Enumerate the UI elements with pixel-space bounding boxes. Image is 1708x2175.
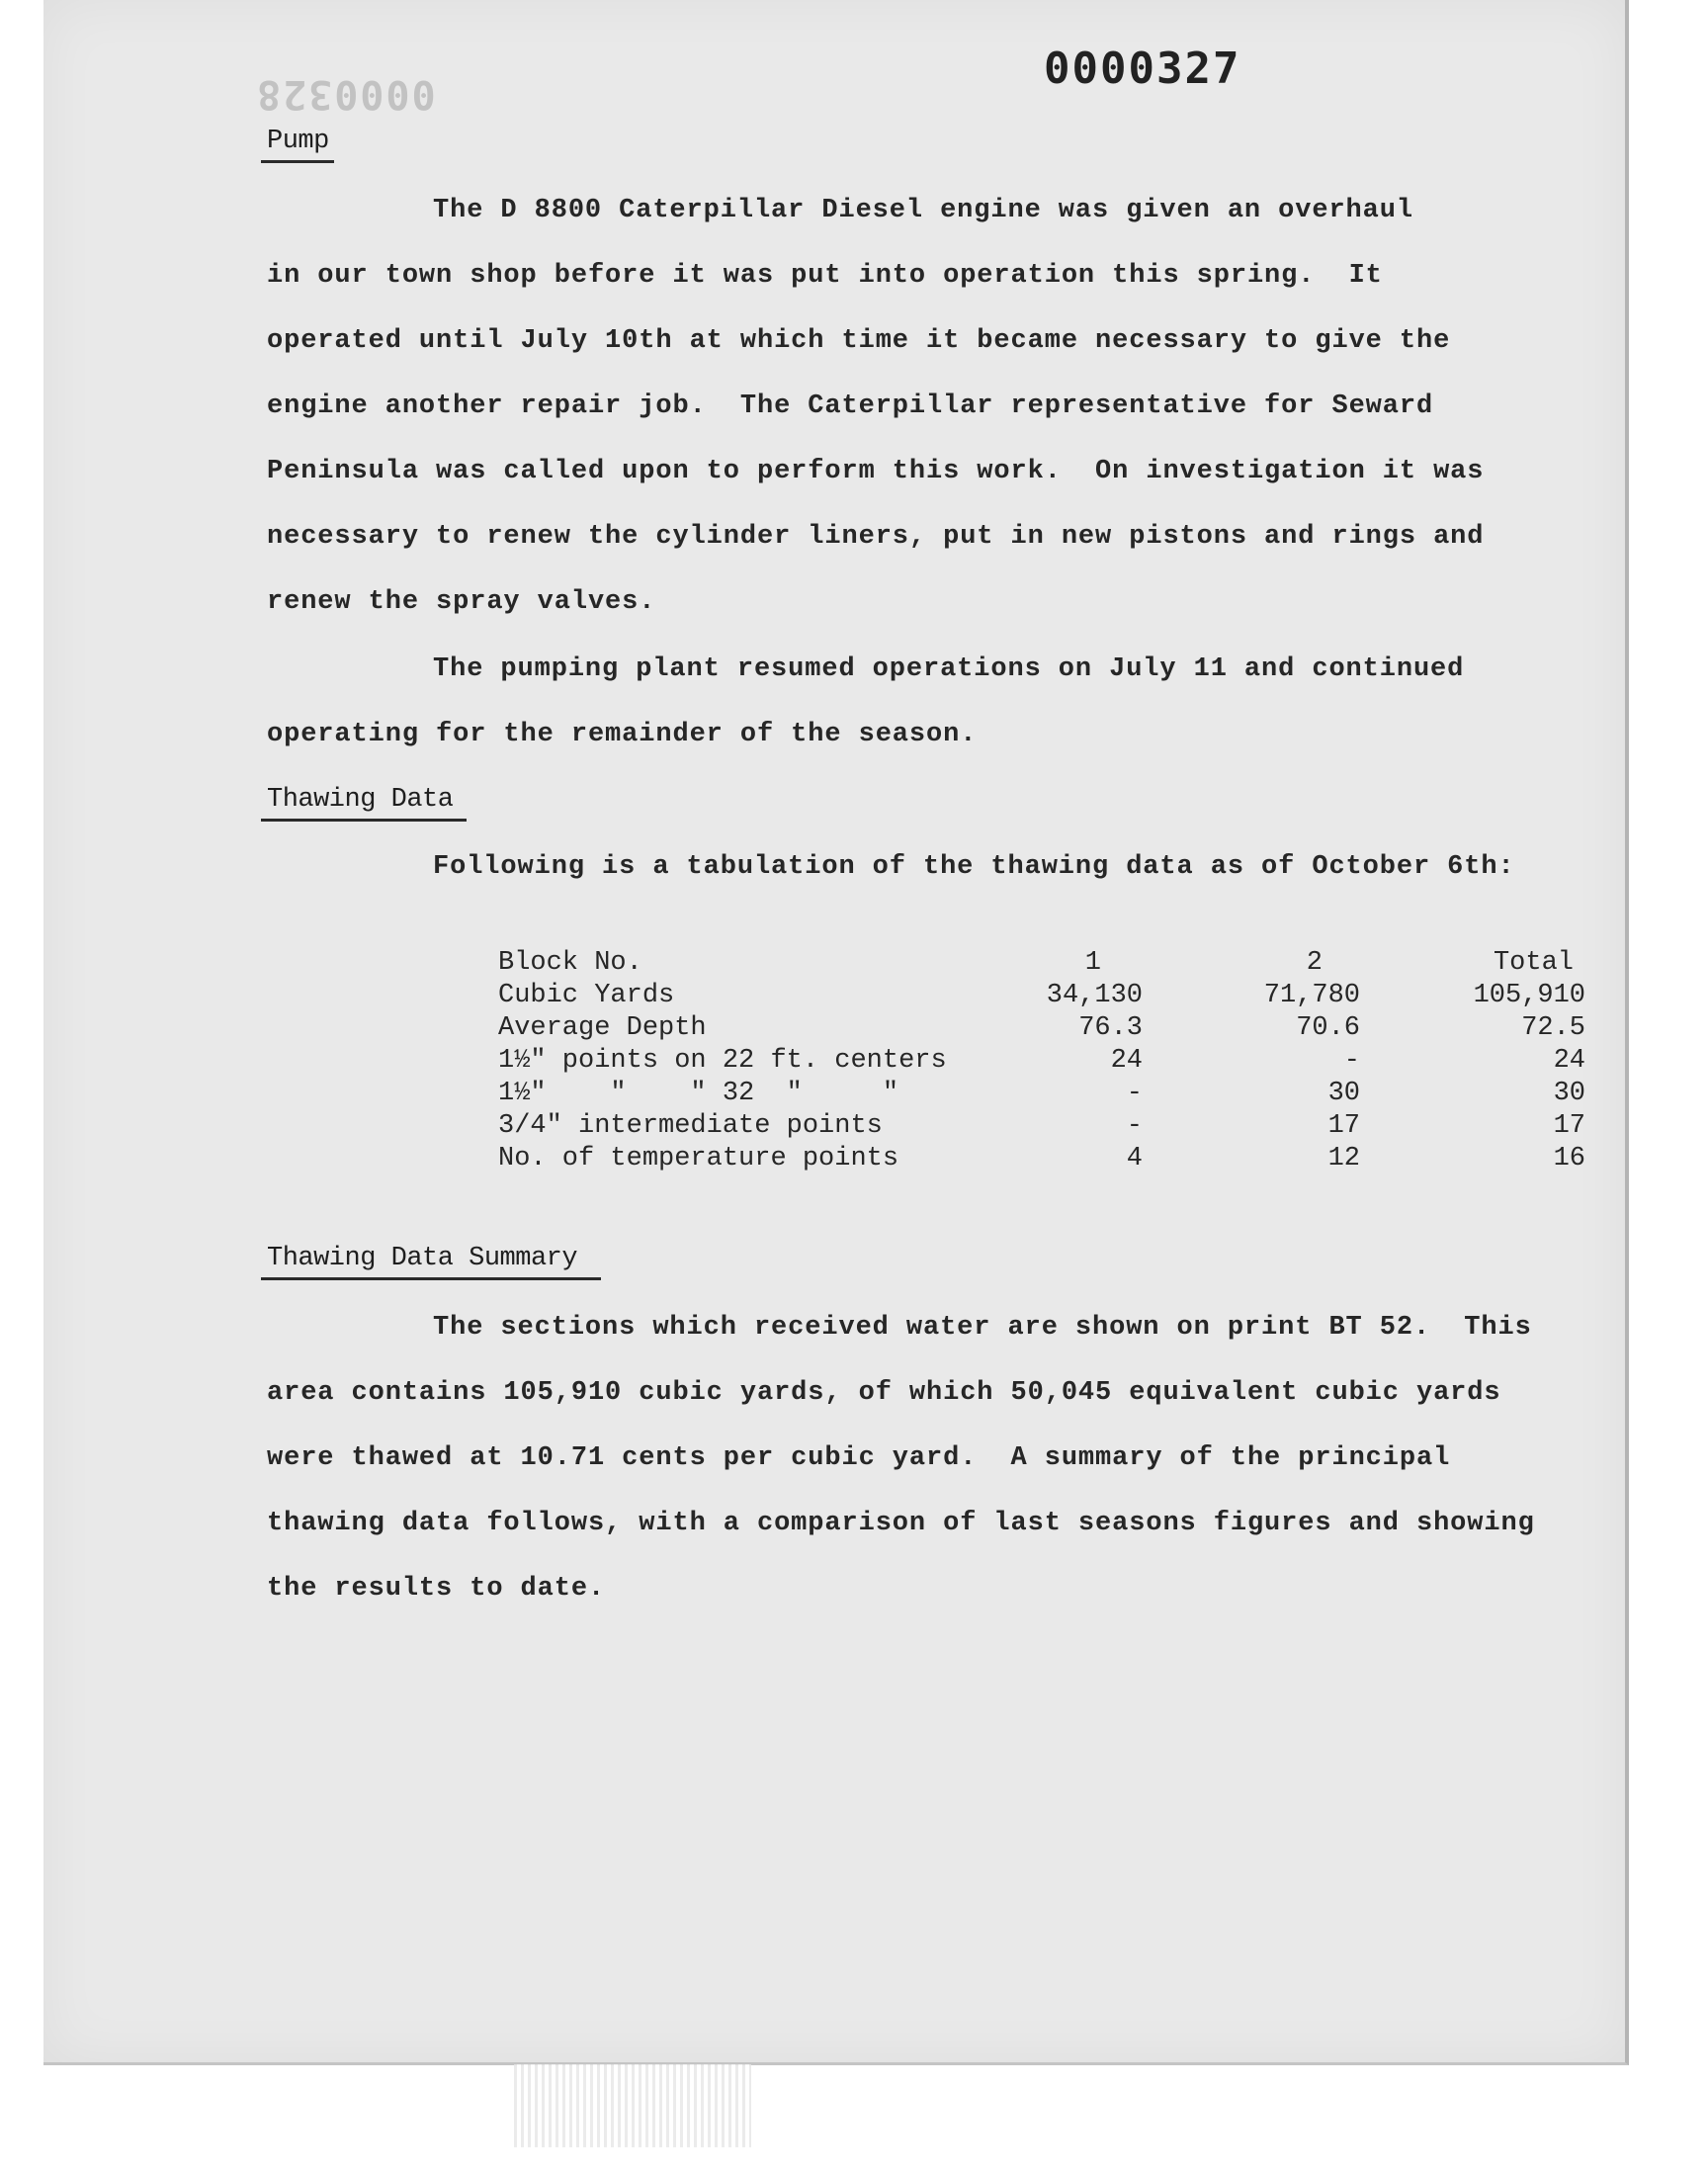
table-row [498, 1045, 1585, 1078]
table-cell: 71,780 [1263, 981, 1360, 1010]
page-number-stamp: 0000327 [1044, 44, 1241, 94]
summary-paragraph-line: area contains 105,910 cubic yards, of which 50,045 equivalent cubic yards [267, 1378, 1501, 1408]
pump-paragraph-line: operating for the remainder of the season. [267, 720, 978, 749]
table-row [498, 1078, 1585, 1110]
pump-paragraph-line: The D 8800 Caterpillar Diesel engine was given an overhaul [433, 196, 1413, 225]
table-cell: 70.6 [1296, 1013, 1360, 1043]
scanner-artifact [514, 2064, 751, 2147]
table-cell: 24 [1110, 1046, 1143, 1076]
table-header-cell: 1 [1084, 948, 1101, 978]
table-cell: Average Depth [498, 1013, 707, 1043]
summary-paragraph-line: thawing data follows, with a comparison of last seasons figures and showing [267, 1509, 1535, 1538]
table-header-cell: Block No. [498, 948, 642, 978]
summary-paragraph-line: were thawed at 10.71 cents per cubic yard. A summary of the principal [267, 1443, 1451, 1473]
table-row [498, 1143, 1585, 1175]
table-cell: 1½" " " 32 " " [498, 1079, 899, 1108]
thawing-data-heading-underline [261, 819, 467, 822]
table-cell: - [1343, 1046, 1360, 1076]
table-cell: 24 [1553, 1046, 1585, 1076]
table-header-row [498, 947, 1585, 980]
table-header-cell: 2 [1306, 948, 1323, 978]
summary-paragraph-line: The sections which received water are shown on print BT 52. This [433, 1313, 1532, 1343]
thawing-summary-heading: Thawing Data Summary [267, 1244, 578, 1273]
table-cell: 3/4" intermediate points [498, 1111, 883, 1141]
table-cell: 17 [1327, 1111, 1360, 1141]
table-cell: Cubic Yards [498, 981, 675, 1010]
table-cell: - [1126, 1111, 1143, 1141]
thawing-summary-heading-underline [261, 1277, 601, 1280]
table-row [498, 980, 1585, 1012]
table-cell: 76.3 [1078, 1013, 1143, 1043]
thawing-data-intro: Following is a tabulation of the thawing data as of October 6th: [433, 852, 1515, 882]
table-cell: 1½" points on 22 ft. centers [498, 1046, 947, 1076]
table-cell: - [1126, 1079, 1143, 1108]
table-cell: 105,910 [1473, 981, 1585, 1010]
summary-paragraph-line: the results to date. [267, 1574, 606, 1604]
table-cell: 4 [1126, 1144, 1143, 1174]
pump-paragraph-line: The pumping plant resumed operations on July 11 and continued [433, 654, 1465, 684]
table-cell: 16 [1553, 1144, 1585, 1174]
pump-paragraph-line: necessary to renew the cylinder liners, put in new pistons and rings and [267, 522, 1485, 552]
table-cell: 12 [1327, 1144, 1360, 1174]
thawing-data-table [498, 947, 1585, 1175]
pump-paragraph-line: engine another repair job. The Caterpillar representative for Seward [267, 392, 1434, 421]
table-cell: No. of temperature points [498, 1144, 899, 1174]
pump-paragraph-line: operated until July 10th at which time it became necessary to give the [267, 326, 1451, 356]
table-cell: 34,130 [1046, 981, 1143, 1010]
table-header-cell: Total [1493, 948, 1574, 978]
pump-heading: Pump [267, 127, 329, 156]
table-cell: 30 [1327, 1079, 1360, 1108]
pump-paragraph-line: Peninsula was called upon to perform this work. On investigation it was [267, 457, 1485, 486]
table-cell: 17 [1553, 1111, 1585, 1141]
pump-paragraph-line: in our town shop before it was put into operation this spring. It [267, 261, 1383, 291]
bleed-through-stamp: 0000328 [255, 71, 436, 117]
table-row [498, 1110, 1585, 1143]
table-cell: 72.5 [1521, 1013, 1585, 1043]
pump-heading-underline [261, 160, 334, 163]
pump-paragraph-line: renew the spray valves. [267, 587, 656, 617]
thawing-data-heading: Thawing Data [267, 785, 454, 815]
table-row [498, 1012, 1585, 1045]
table-cell: 30 [1553, 1079, 1585, 1108]
